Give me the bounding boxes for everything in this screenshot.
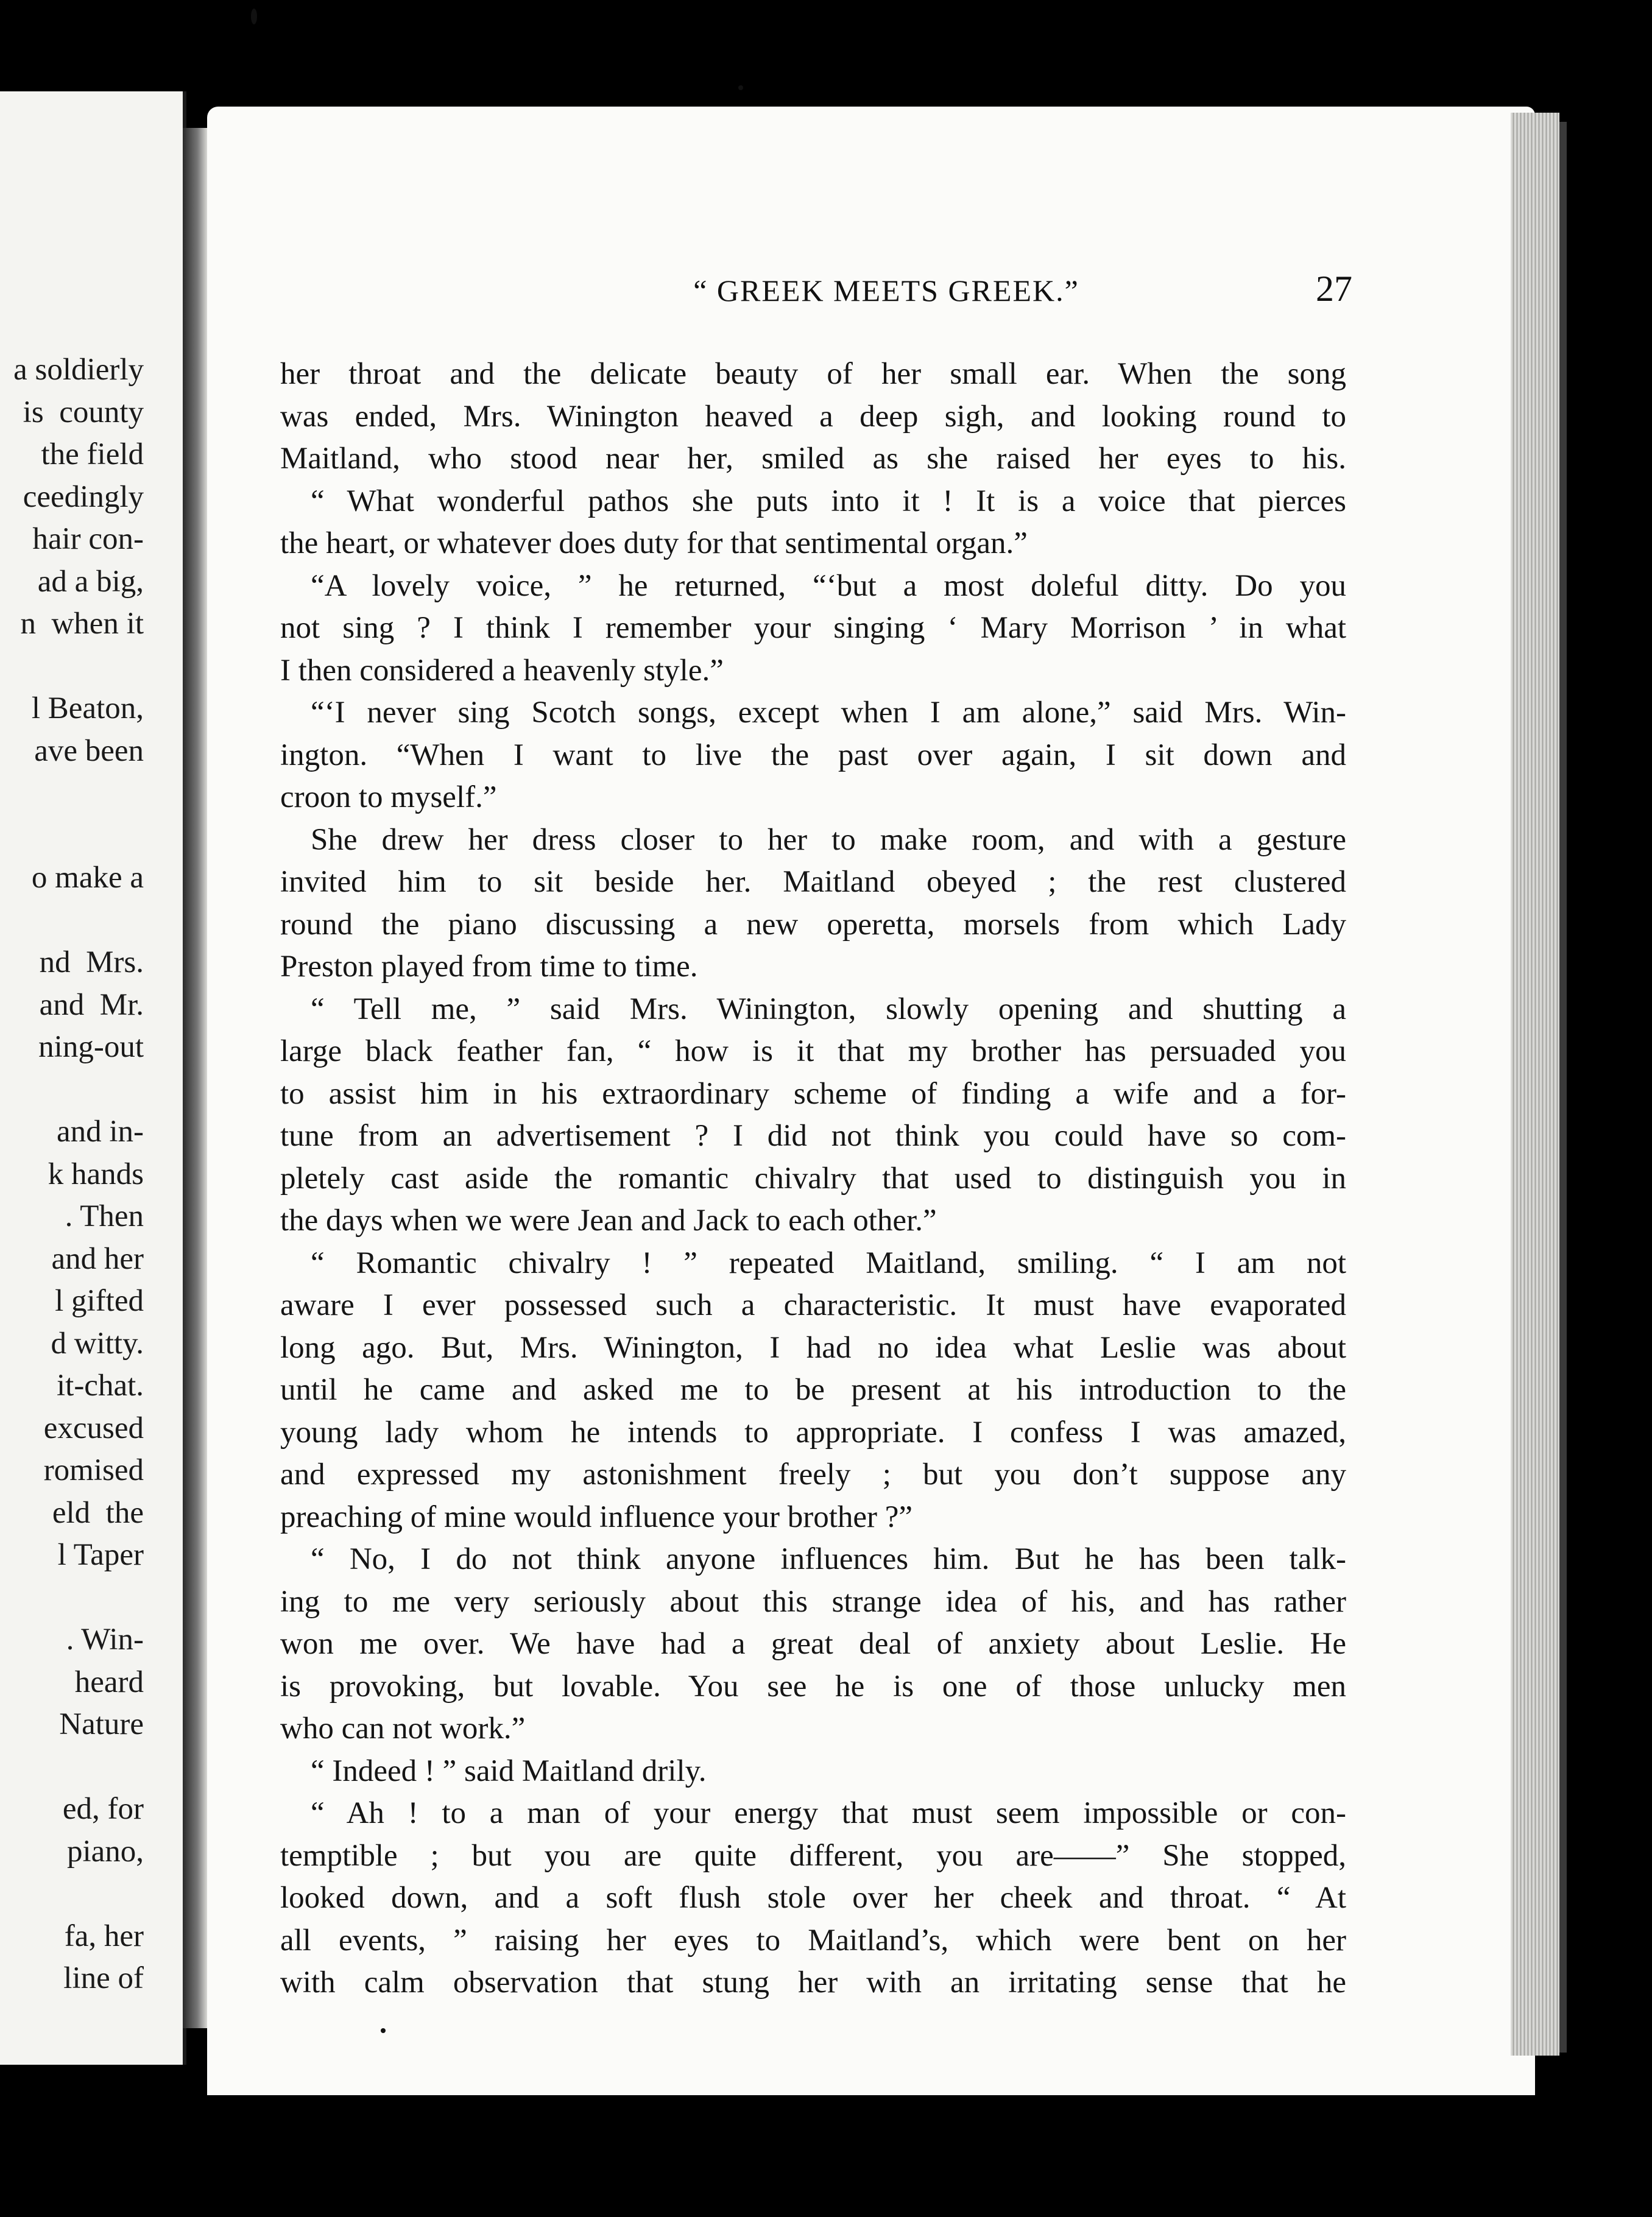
text-line: not sing ? I think I remember your singing ‘ Mary Morrison ’ in what [280, 611, 1346, 645]
left-page-fragment: is county [23, 395, 144, 429]
text-line: Preston played from time to time. [280, 950, 698, 984]
left-page-fragment: ad a big, [37, 564, 144, 599]
previous-page-fragment [0, 91, 186, 2065]
text-line: young lady whom he intends to appropriate. I confess I was amazed, [280, 1415, 1346, 1450]
text-line: “ Tell me, ” said Mrs. Winington, slowly opening and shutting a [311, 992, 1346, 1026]
text-line: “A lovely voice, ” he returned, “‘but a most doleful ditty. Do you [311, 568, 1346, 603]
left-page-fragment: ave been [34, 733, 144, 768]
left-page-fragment: nd Mrs. [39, 945, 144, 979]
text-line: long ago. But, Mrs. Winington, I had no idea what Leslie was about [280, 1330, 1346, 1365]
text-line: round the piano discussing a new operetta, morsels from which Lady [280, 907, 1346, 942]
left-page-fragment: and her [51, 1241, 144, 1276]
left-page-fragment: n when it [20, 607, 144, 641]
text-line: with calm observation that stung her with an irritating sense that he [280, 1965, 1346, 2000]
left-page-fragment: a soldierly [13, 353, 144, 387]
text-line: large black feather fan, “ how is it that my brother has persuaded you [280, 1034, 1346, 1068]
left-page-fragment: Nature [59, 1707, 144, 1741]
text-line: was ended, Mrs. Winington heaved a deep sigh, and looking round to [280, 399, 1346, 434]
text-line: the heart, or whatever does duty for that sentimental organ.” [280, 526, 1028, 560]
text-line: ing to me very seriously about this strange idea of his, and has rather [280, 1584, 1346, 1619]
left-page-fragment: the field [41, 437, 144, 471]
scan-speck [251, 9, 257, 24]
scan-speck [738, 85, 743, 90]
running-head: “ GREEK MEETS GREEK.” [693, 273, 1079, 308]
text-line: “ No, I do not think anyone influences him. But he has been talk- [311, 1542, 1346, 1576]
text-line: tune from an advertisement ? I did not think you could have so com- [280, 1119, 1346, 1153]
left-page-fragment: heard [74, 1665, 144, 1699]
left-page-fragment: eld the [52, 1495, 144, 1530]
left-page-fragment: excused [43, 1411, 144, 1445]
left-page-fragment: ceedingly [23, 479, 144, 514]
text-line: is provoking, but lovable. You see he is one of those unlucky men [280, 1669, 1346, 1704]
text-line: “ Indeed ! ” said Maitland drily. [311, 1754, 707, 1788]
text-line: “ Romantic chivalry ! ” repeated Maitland, smiling. “ I am not [311, 1246, 1346, 1280]
left-page-fragment: and Mr. [39, 987, 144, 1022]
text-line: preaching of mine would influence your brother ?” [280, 1500, 913, 1534]
left-page-fragment: l gifted [55, 1284, 144, 1318]
text-line: “ Ah ! to a man of your energy that must seem impossible or con- [311, 1796, 1346, 1830]
page-edges [1511, 113, 1559, 2056]
left-page-fragment: piano, [66, 1834, 144, 1869]
left-page-fragment: fa, her [64, 1919, 144, 1953]
text-line: croon to myself.” [280, 780, 497, 814]
left-page-fragment: line of [63, 1961, 144, 1995]
text-line: and expressed my astonishment freely ; but you don’t suppose any [280, 1457, 1346, 1492]
text-line: to assist him in his extraordinary scheme of finding a wife and a for- [280, 1076, 1346, 1111]
left-page-fragment: . Win- [66, 1623, 144, 1657]
left-page-fragment: o make a [31, 861, 144, 895]
left-page-fragment: ning-out [38, 1030, 144, 1064]
text-line: her throat and the delicate beauty of her small ear. When the song [280, 357, 1346, 391]
text-line: won me over. We have had a great deal of anxiety about Leslie. He [280, 1627, 1346, 1661]
left-page-fragment: hair con- [32, 522, 144, 556]
left-page-fragment: it-chat. [56, 1369, 144, 1403]
text-line: aware I ever possessed such a characteristic. It must have evaporated [280, 1288, 1346, 1322]
left-page-fragment: . Then [65, 1199, 144, 1233]
left-page-fragment: and in- [56, 1115, 144, 1149]
left-page-fragment: romised [43, 1453, 144, 1487]
text-line: I then considered a heavenly style.” [280, 653, 724, 688]
text-line: ington. “When I want to live the past over again, I sit down and [280, 738, 1346, 772]
left-page-fragment: k hands [48, 1157, 144, 1191]
text-line: looked down, and a soft flush stole over her cheek and throat. “ At [280, 1881, 1346, 1915]
body-text [280, 353, 1346, 2004]
text-line: all events, ” raising her eyes to Maitland’s, which were bent on her [280, 1923, 1346, 1958]
text-line: “‘I never sing Scotch songs, except when I am alone,” said Mrs. Win- [311, 696, 1346, 730]
left-page-fragment: d witty. [51, 1326, 144, 1361]
text-line: pletely cast aside the romantic chivalry that used to distinguish you in [280, 1161, 1346, 1196]
page-edge-shadow [1559, 122, 1567, 2053]
text-line: the days when we were Jean and Jack to each other.” [280, 1204, 937, 1238]
text-line: temptible ; but you are quite different, you are——” She stopped, [280, 1838, 1346, 1873]
text-line: Maitland, who stood near her, smiled as she raised her eyes to his. [280, 442, 1346, 476]
scan-speck [381, 2028, 386, 2033]
book-gutter [183, 128, 207, 2028]
left-page-fragment: ed, for [62, 1792, 144, 1826]
page-number: 27 [1316, 269, 1352, 309]
text-line: She drew her dress closer to her to make room, and with a gesture [311, 822, 1346, 857]
left-page-fragment: l Beaton, [31, 691, 144, 725]
text-line: who can not work.” [280, 1711, 526, 1746]
text-line: until he came and asked me to be present at his introduction to the [280, 1373, 1346, 1407]
text-line: “ What wonderful pathos she puts into it ! It is a voice that pierces [311, 484, 1346, 518]
text-line: invited him to sit beside her. Maitland obeyed ; the rest clustered [280, 865, 1346, 899]
left-page-fragment: l Taper [57, 1538, 144, 1572]
